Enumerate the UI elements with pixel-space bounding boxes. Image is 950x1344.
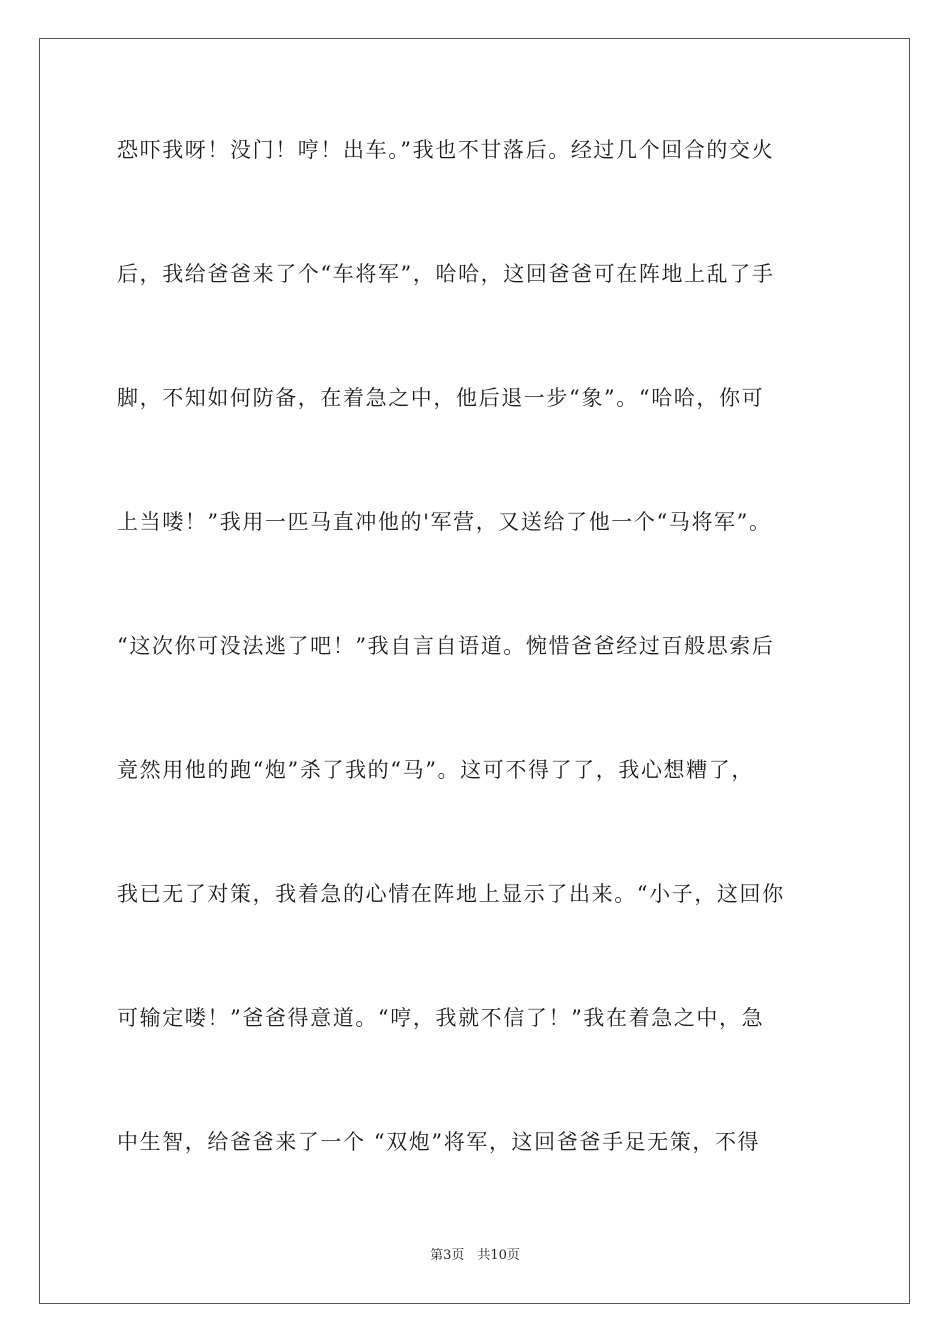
body-text-line-8: 可输定喽！”爸爸得意道。“哼，我就不信了！”我在着急之中，急 bbox=[117, 1006, 765, 1030]
body-text-line-4: 上当喽！”我用一匹马直冲他的'军营，又送给了他一个“马将军”。 bbox=[117, 510, 772, 534]
body-text-line-9: 中生智，给爸爸来了一个 “双炮”将军，这回爸爸手足无策，不得 bbox=[117, 1130, 761, 1154]
page-border bbox=[39, 38, 910, 1304]
page-number-footer: 第3页 共10页 bbox=[430, 1248, 520, 1263]
body-text-line-7: 我已无了对策，我着急的心情在阵地上显示了出来。“小子，这回你 bbox=[117, 882, 785, 906]
body-text-line-1: 恐吓我呀！没门！哼！出车。”我也不甘落后。经过几个回合的交火 bbox=[117, 138, 775, 162]
body-text-line-5: “这次你可没法逃了吧！”我自言自语道。惋惜爸爸经过百般思索后 bbox=[117, 634, 775, 658]
body-text-line-3: 脚，不知如何防备，在着急之中，他后退一步“象”。“哈哈，你可 bbox=[117, 386, 765, 410]
body-text-line-6: 竟然用他的跑“炮”杀了我的“马”。这可不得了了，我心想糟了， bbox=[117, 758, 754, 782]
body-text-line-2: 后，我给爸爸来了个“车将军”，哈哈，这回爸爸可在阵地上乱了手 bbox=[117, 262, 775, 286]
